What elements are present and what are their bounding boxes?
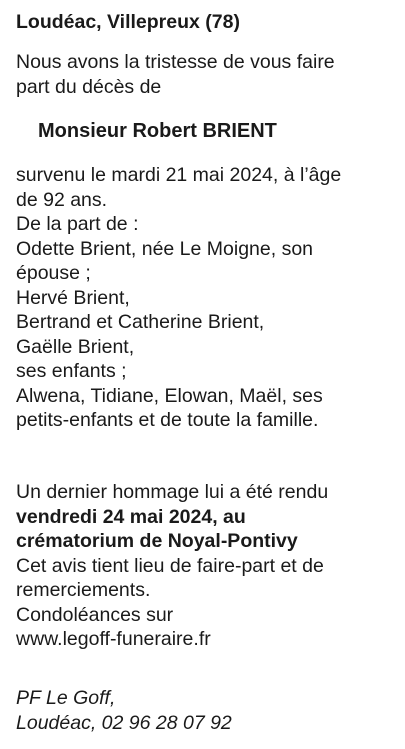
tribute-intro: Un dernier hommage lui a été rendu — [16, 481, 329, 503]
intro-text — [16, 50, 335, 99]
notice-body — [16, 163, 341, 433]
body-line: survenu le mardi 21 mai 2024, à l’âge — [16, 164, 342, 186]
tribute-line: Condoléances sur — [16, 603, 174, 626]
tribute-line: Cet avis tient lieu de faire-part et de — [16, 554, 324, 577]
tribute-line: remerciements. — [16, 579, 151, 601]
body-line: ses enfants ; — [16, 360, 127, 382]
tribute-section — [16, 480, 328, 652]
body-line: petits-enfants et de toute la famille. — [16, 409, 319, 431]
signature-line: Loudéac, 02 96 28 07 92 — [16, 711, 232, 734]
body-line: Hervé Brient, — [16, 286, 130, 309]
body-line: Odette Brient, née Le Moigne, son — [16, 237, 314, 260]
funeral-home-website: www.legoff-funeraire.fr — [16, 628, 211, 650]
body-line: Bertrand et Catherine Brient, — [16, 311, 265, 333]
notice-location-heading: Loudéac, Villepreux (78) — [16, 11, 240, 33]
body-line: épouse ; — [16, 262, 91, 284]
body-line: Gaëlle Brient, — [16, 335, 135, 358]
tribute-date: vendredi 24 mai 2024, au — [16, 505, 246, 528]
body-line: De la part de : — [16, 213, 139, 235]
intro-line: Nous avons la tristesse de vous faire — [16, 51, 335, 73]
signature — [16, 686, 232, 735]
intro-line: part du décès de — [16, 75, 162, 98]
body-line: Alwena, Tidiane, Elowan, Maël, ses — [16, 384, 323, 407]
deceased-name: Monsieur Robert BRIENT — [38, 120, 277, 142]
signature-line: PF Le Goff, — [16, 687, 116, 709]
body-line: de 92 ans. — [16, 188, 108, 211]
tribute-place: crématorium de Noyal-Pontivy — [16, 530, 298, 552]
